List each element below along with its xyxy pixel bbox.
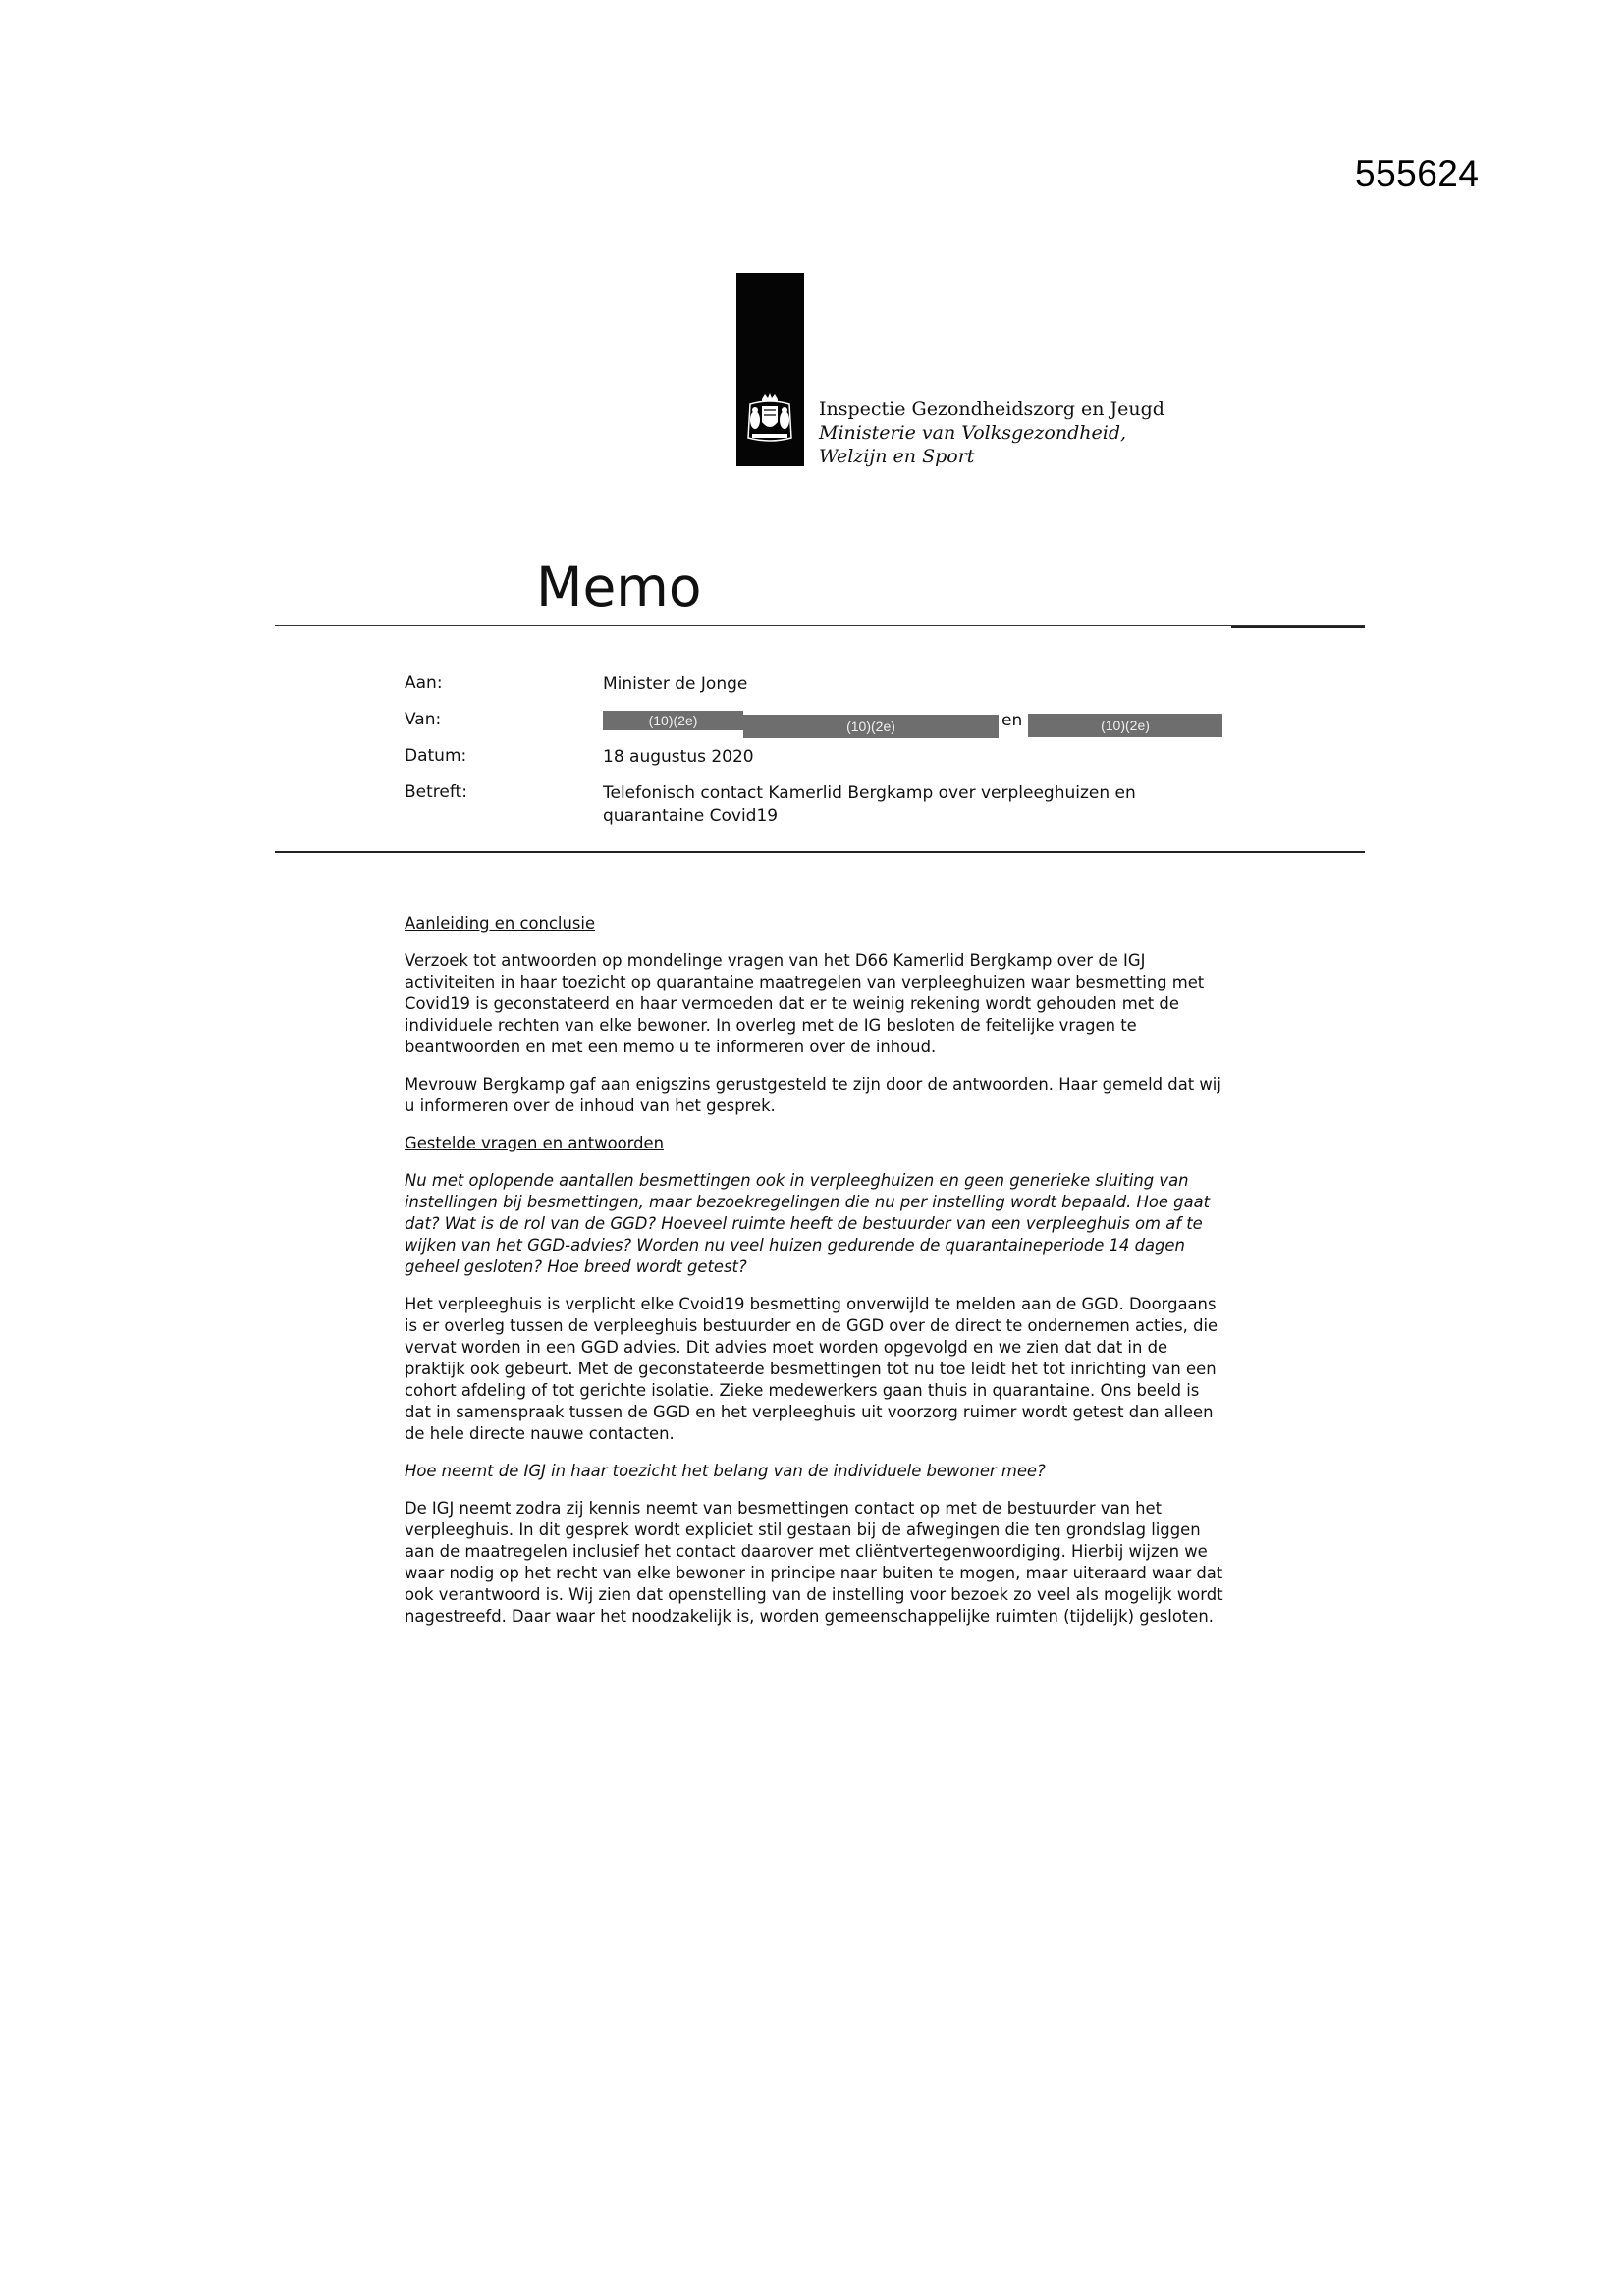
section-heading-aanleiding: Aanleiding en conclusie [405, 914, 596, 933]
redacted-name-2: (10)(2e) [743, 715, 999, 738]
header-divider [275, 625, 1365, 626]
government-logo-bar [736, 273, 804, 466]
to-value: Minister de Jonge [603, 674, 748, 694]
answer-2: De IGJ neemt zodra zij kennis neemt van besmettingen contact op met de bestuurder van het verpleeghuis. In dit gesprek wordt expliciet stil gestaan bij de afwegingen die ten grondslag liggen aan de maatregelen inclusief het contact daarover met cliëntvertegenwoordiging. Hierbij wijzen we waar nodig op het recht van elke bewoner in principe naar buiten te mogen, maar uiteraard waar dat ook verantwoord is. Wij zien dat openstelling van de instelling voor bezoek zo veel als mogelijk wordt nagestreefd. Daar waar het noodzakelijk is, worden gemeenschappelijke ruimten (tijdelijk) gesloten. [405, 1499, 1223, 1626]
memo-body [405, 913, 1229, 1643]
answer-1: Het verpleeghuis is verplicht elke Cvoid19 besmetting onverwijld te melden aan de GGD. Doorgaans is er overleg tussen de verpleeghuis bestuurder en de GGD over de direct te ondernemen acties, die vervat worden in een GGD advies. Dit advies moet worden opgevolgd en we zien dat dat in de praktijk ook gebeurt. Met de geconstateerde besmettingen tot nu toe leidt het tot inrichting van een cohort afdeling of tot gerichte isolatie. Zieke medewerkers gaan thuis in quarantaine. Ons beeld is dat in samenspraak tussen de GGD en het verpleeghuis uit voorzorg ruimer wordt getest dan alleen de hele directe nauwe contacten. [405, 1295, 1218, 1443]
meta-divider [275, 851, 1365, 853]
paragraph-bergkamp-response: Mevrouw Bergkamp gaf aan enigszins gerustgesteld te zijn door de antwoorden. Haar gemeld dat wij u informeren over de inhoud van het gesprek. [405, 1075, 1221, 1115]
question-1: Nu met oplopende aantallen besmettingen ook in verpleeghuizen en geen generieke sluiting van instellingen bij besmettingen, maar bezoekregelingen die nu per instelling wordt bepaald. Hoe gaat dat? Wat is de rol van de GGD? Hoeveel ruimte heeft de bestuurder van een verpleeghuis om af te wijken van het GGD-advies? Worden nu veel huizen gedurende de quarantaineperiode 14 dagen geheel gesloten? Hoe breed wordt getest? [405, 1171, 1211, 1276]
ministry-name-line2: Welzijn en Sport [819, 446, 975, 467]
royal-crest-icon [740, 391, 799, 450]
subject-value: Telefonisch contact Kamerlid Bergkamp over verpleeghuizen en quarantaine Covid19 [603, 783, 1136, 826]
organization-name: Inspectie Gezondheidszorg en Jeugd [819, 399, 1164, 420]
organization-block [819, 398, 1164, 468]
question-2: Hoe neemt de IGJ in haar toezicht het belang van de individuele bewoner mee? [405, 1462, 1046, 1480]
subject-label: Betreft: [405, 782, 467, 802]
memo-title: Memo [536, 556, 702, 618]
section-heading-vragen: Gestelde vragen en antwoorden [405, 1134, 664, 1152]
paragraph-aanleiding: Verzoek tot antwoorden op mondelinge vragen van het D66 Kamerlid Bergkamp over de IGJ activiteiten in haar toezicht op quarantaine maatregelen van verpleeghuizen waar besmetting met Covid19 is geconstateerd en haar vermoeden dat er te weinig rekening wordt gehouden met de individuele rechten van elke bewoner. In overleg met de IG besloten de feitelijke vragen te beantwoorden en met een memo u te informeren over de inhoud. [405, 951, 1205, 1056]
redacted-name-3: (10)(2e) [1028, 714, 1222, 737]
ministry-name-line1: Ministerie van Volksgezondheid, [819, 422, 1127, 444]
document-number: 555624 [1355, 153, 1480, 193]
to-label: Aan: [405, 673, 443, 693]
from-connector: en [1001, 711, 1023, 730]
date-value: 18 augustus 2020 [603, 747, 754, 767]
redacted-name-1: (10)(2e) [603, 711, 743, 730]
date-label: Datum: [405, 746, 467, 766]
header-divider-accent [1231, 626, 1365, 628]
from-label: Van: [405, 710, 442, 729]
